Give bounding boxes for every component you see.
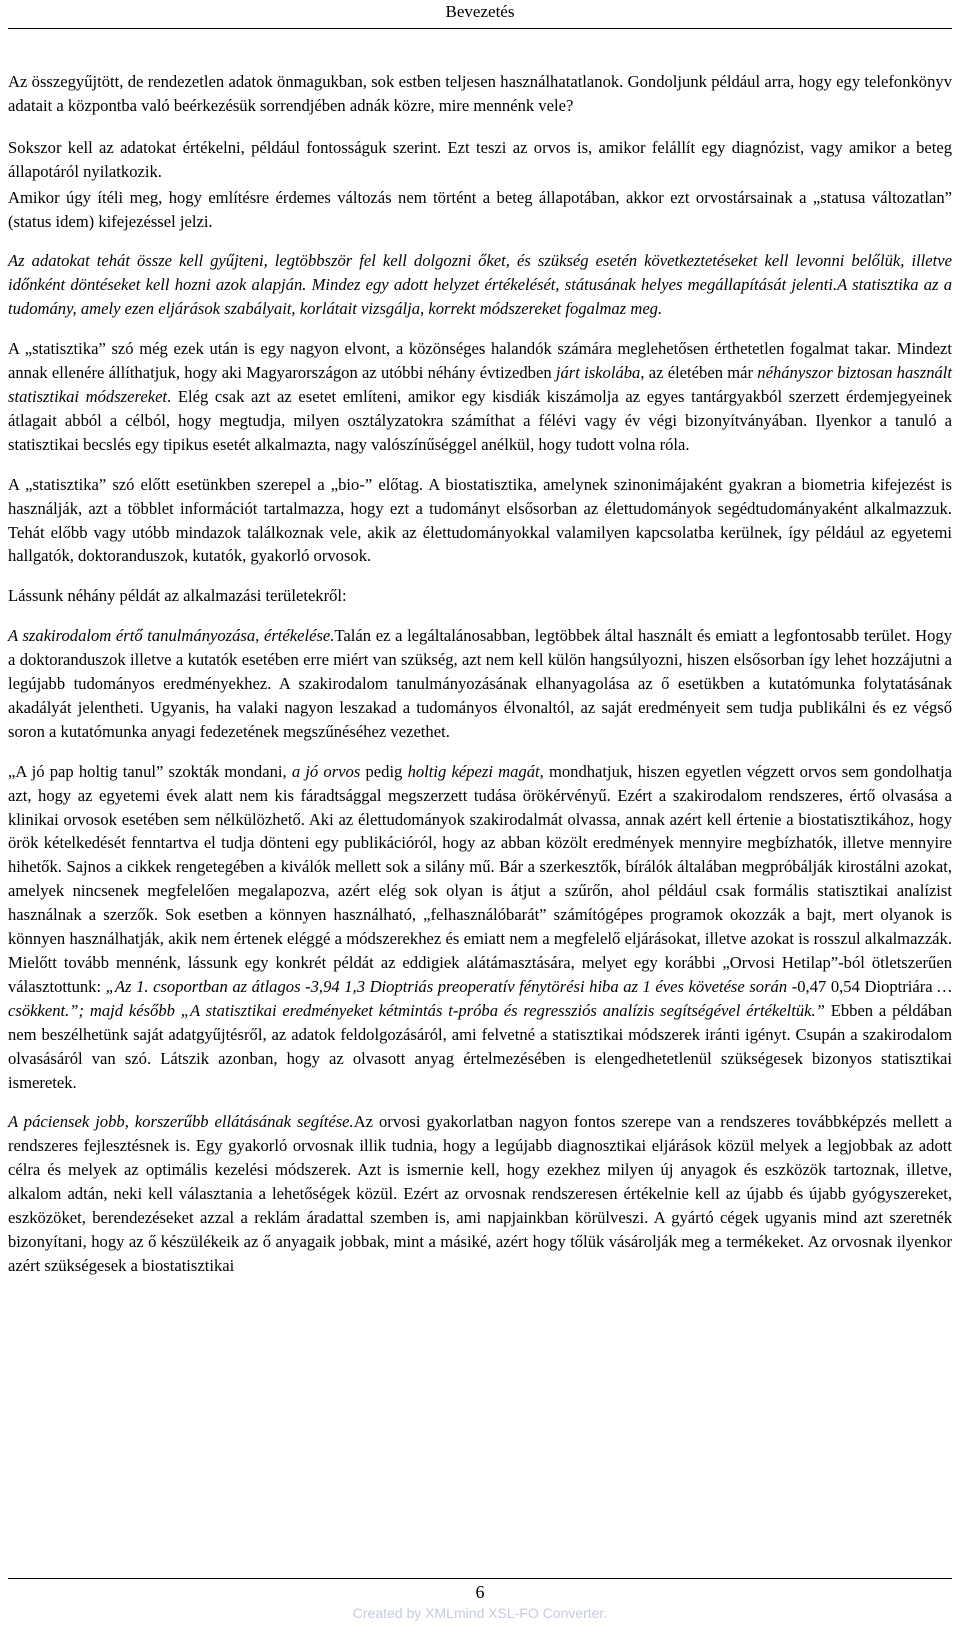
paragraph: A „statisztika” szó előtt esetünkben szerepel a „bio-” előtag. A biostatisztika, amelynek szinonimájaként gyakran a biometria kifejezést is használják, azt a többlet információt tartalmazza, hogy ezt a tudományt elsősorban az élettudományok segédtudományaként alkalmazzuk. Tehát előbb vagy utóbb mindazok találkoznak vele, akik az élettudományokkal valamilyen kapcsolatba kerülnek, így például az egyetemi hallgatók, doktoranduszok, kutatók, gyakorló orvosok. bbox=[8, 474, 952, 566]
paragraph bbox=[8, 760, 952, 1095]
running-header bbox=[8, 0, 952, 29]
italic-text: járt iskolába bbox=[555, 363, 641, 383]
text-run: Talán ez a legáltalánosabban, legtöbbek által használt és emiatt a legfontosabb terület. Hogy a doktoranduszok illetve a kutatók esetében erre miért van szükség, azt nem kell külön hangsúlyozni, hiszen elsősorban így lehet hozzájutni a legújabb tudományos eredményekhez. A szakirodalom tanulmányozásának elhanyagolása az ő esetükben a kutatómunka folytatásának akadályát jelentheti. Ugyanis, ha valaki nagyon leszakad a tudományos élvonaltól, az saját eredményeit sem tudja publikálni és ez végső soron a kutatómunka anyagi fedezetének megszűnéséhez vezethet. bbox=[8, 626, 953, 741]
paragraph: Az összegyűjtött, de rendezetlen adatok önmagukban, sok estben teljesen használhatatlanok. Gondoljunk például arra, hogy egy telefonkönyv adatait a központba való beérkezésük sorrendjében adnák közre, mire mennénk vele? bbox=[8, 72, 952, 115]
paragraph bbox=[8, 1110, 952, 1277]
italic-text: A statisztika az a tudomány, amely ezen eljárások szabályait, korlátait vizsgálja, korrekt módszereket fogalmaz meg. bbox=[8, 275, 952, 319]
page-number: 6 bbox=[475, 1582, 485, 1602]
paragraph bbox=[8, 624, 952, 744]
paragraph: Lássunk néhány példát az alkalmazási területekről: bbox=[8, 586, 347, 606]
paragraph: Sokszor kell az adatokat értékelni, például fontosságuk szerint. Ezt teszi az orvos is, amikor felállít egy diagnózist, vagy amikor a beteg állapotáról nyilatkozik. bbox=[8, 137, 952, 181]
text-run: A „statisztika” szó még ezek után is egy nagyon elvont, a közönséges halandók számára meglehetősen érthetetlen fogalmat takar. Mindezt annak ellenére állíthatjuk, hogy aki Magyarországon az utóbbi néhány évtizedben bbox=[8, 339, 952, 383]
text-run: -0,47 0,54 Dioptriára bbox=[791, 976, 933, 996]
text-run: , az életében már bbox=[640, 363, 758, 383]
text-run: , mondhatjuk, hiszen egyetlen végzett orvos sem gondolhatja azt, hogy az egyetemi évek alatt nem kis fáradtsággal megszerzett tudása örökérvényű. Ezért a szakirodalom rendszeres, értő olvasása a klinikai orvosok esetében sem nélkülözhető. Aki az élettudományok szakirodalmát olvassa, annak azért kell értenie a biostatisztikához, hogy örök kételkedését fenntartva el tudja dönteni egy publikációról, hogy az abban közölt eredmények mennyire megbízhatók, illetve mennyire hihetők. Sajnos a cikkek rengetegében a kiválók mellett sok a silány mű. Bár a szerkesztők, bírálók általában megpróbálják kirostálni azokat, amelyek nincsenek megfelelően megalapozva, azért elég sok olyan is átjut a szűrőn, ahol például csak formális statisztikai analízist használnak a szerzők. Sok esetben a könnyen használható, „felhasználóbarát” számítógépes programok okozzák a bajt, mert olyanok is könnyen használhatják, akik nem értenek eléggé a módszerekhez és emiatt nem a megfelelő eljárásokat, illetve azokat is rosszul alkalmazzák. Mielőtt tovább mennénk, lássunk egy konkrét példát az eddigiek alátámasztására, melyet egy korábbi „Orvosi Hetilap”-ból ötletszerűen választottunk: bbox=[8, 761, 953, 996]
italic-heading: A szakirodalom értő tanulmányozása, értékelése. bbox=[8, 626, 335, 646]
paragraph bbox=[8, 337, 952, 457]
italic-quote: „Az 1. csoportban az átlagos -3,94 1,3 Dioptriás preoperatív fénytörési hiba az 1 éves követése során bbox=[105, 976, 792, 996]
converter-watermark: Created by XMLmind XSL-FO Converter. bbox=[352, 1605, 608, 1621]
text-run: . Elég csak azt az esetet említeni, amikor egy kisdiák kiszámolja az egyes tantárgyakból szerzett érdemjegyeinek átlagait abból a célból, hogy megtudja, milyen osztályzatokra számíthat a félévi vagy év végi bizonyítványában. Ilyenkor a tanuló a statisztikai becslés egy tipikus esetét alkalmazta, nagy valószínűséggel anélkül, hogy tudott volna róla. bbox=[8, 386, 952, 454]
text-run: Az orvosi gyakorlatban nagyon fontos szerepe van a rendszeres továbbképzés mellett a rendszeres fejlesztésnek is. Egy gyakorló orvosnak illik tudnia, hogy a legújabb diagnosztikai eljárások közül melyek a legjobbak az adott célra és melyek az optimális kezelési módszerek. Azt is ismernie kell, hogy ezekhez milyen új anyagok és eszközök tartoznak, illetve, alkalom adtán, neki kell választania a lehetőségek közül. Ezért az orvosnak rendszeresen értékelnie kell az újabb és újabb gyógyszereket, eszközöket, berendezéseket azzal a reklám áradattal szemben is, ami napjainkban körülveszi. A gyártó cégek ugyanis mind azt szeretnék bizonyítani, hogy az ő készülékeik az ő anyagaik jobbak, mint a másiké, azért hogy tőlük vásárolják meg a termékeket. Az orvosnak ilyenkor azért szükségesek a biostatisztikai bbox=[8, 1112, 952, 1275]
paragraph: Amikor úgy ítéli meg, hogy említésre érdemes változás nem történt a beteg állapotában, akkor ezt orvostársainak a „statusa változatlan” (status idem) kifejezéssel jelzi. bbox=[8, 187, 952, 231]
text-run: pedig bbox=[360, 761, 408, 781]
italic-text: a jó orvos bbox=[291, 761, 361, 781]
header-title: Bevezetés bbox=[445, 2, 515, 21]
italic-heading: A páciensek jobb, korszerűbb ellátásának segítése. bbox=[8, 1112, 354, 1132]
text-run: „A jó pap holtig tanul” szokták mondani, bbox=[8, 761, 292, 781]
italic-text: néhányszor biztosan használt statisztikai módszereket bbox=[8, 363, 953, 406]
paragraph-italic bbox=[8, 249, 952, 321]
text-run: Ebben a példában nem beszélhetünk saját adatgyűjtésről, az adatok feldolgozásáról, ami felvetné a statisztikai módszerek iránti igényt. Csupán a szakirodalom olvasásáról van szó. Látszik azonban, hogy az olvasott anyag értelmezésében is elengedhetetlenül szükségesek bizonyos statisztikai ismeretek. bbox=[8, 1000, 952, 1092]
page-body bbox=[8, 70, 952, 1294]
italic-text: Az adatokat tehát össze kell gyűjteni, legtöbbször fel kell dolgozni őket, és szükség esetén következtetéseket kell levonni belőlük, illetve időnként döntéseket kell hozni azok alapján. Mindez egy adott helyzet értékelését, státusának helyes megállapítását jelenti. bbox=[8, 251, 952, 295]
italic-text: holtig képezi magát bbox=[407, 761, 540, 781]
italic-quote: … csökkent.”; majd később „A statisztikai eredményeket kétmintás t-próba és regressziós analízis segítségével értékeltük.” bbox=[8, 976, 953, 1020]
footer-divider bbox=[8, 1578, 952, 1579]
